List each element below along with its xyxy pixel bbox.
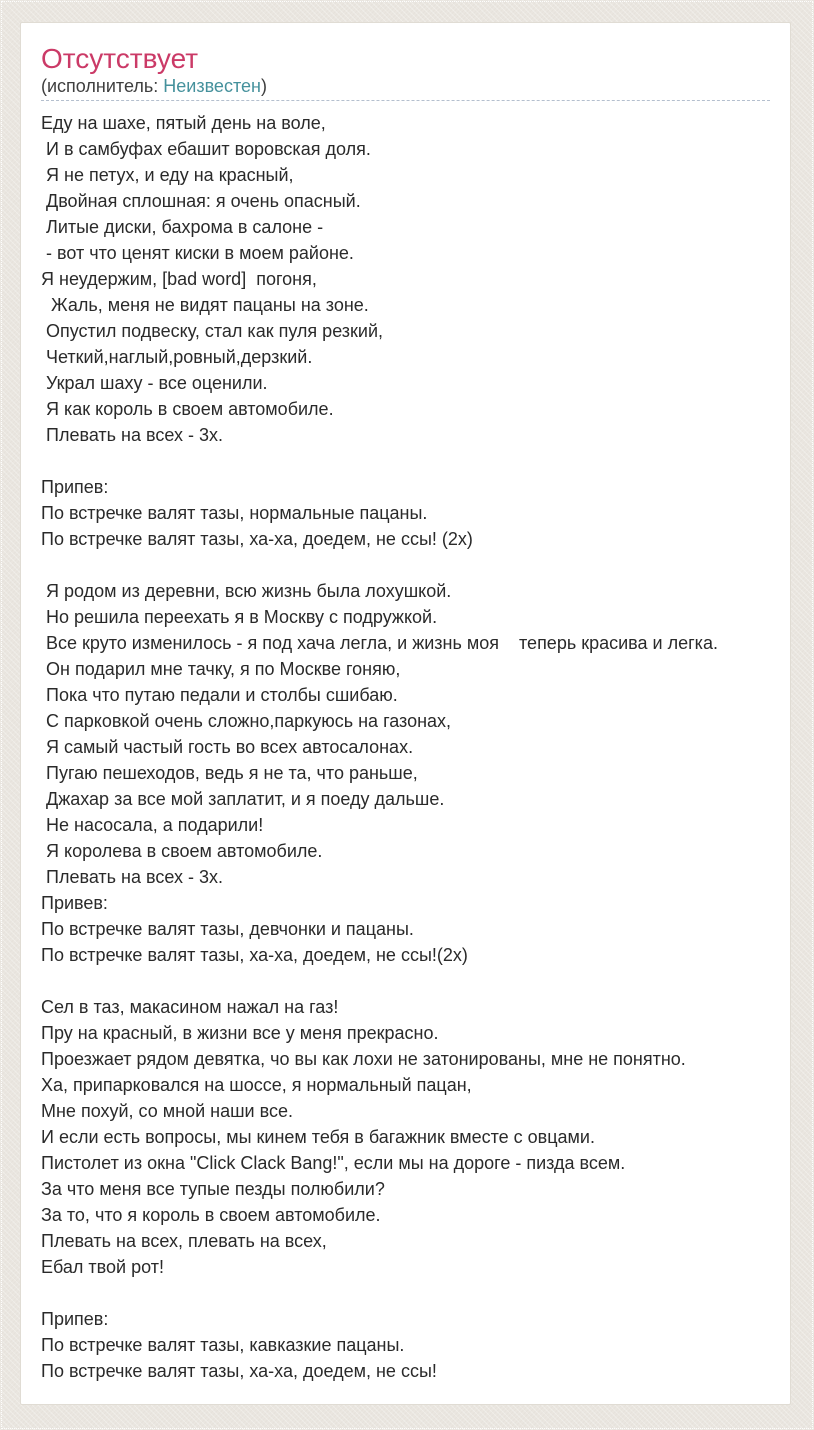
lyric-line: Ебал твой рот! <box>41 1257 164 1277</box>
lyric-line: Опустил подвеску, стал как пуля резкий, <box>41 321 384 341</box>
lyric-line: Я родом из деревни, всю жизнь была лохушкой. <box>41 581 452 601</box>
artist-line <box>41 75 770 97</box>
lyric-line: По встречке валят тазы, ха-ха, доедем, не ссы!(2х) <box>41 945 468 965</box>
lyric-line <box>41 1280 770 1306</box>
lyric-line: Я самый частый гость во всех автосалонах. <box>41 737 414 757</box>
lyric-line: Плевать на всех - 3х. <box>41 425 223 445</box>
lyric-line: Ха, припарковался на шоссе, я нормальный пацан, <box>41 1075 472 1095</box>
lyric-line: Он подарил мне тачку, я по Москве гоняю, <box>41 659 401 679</box>
lyric-line: Мне похуй, со мной наши все. <box>41 1101 293 1121</box>
lyric-line: Но решила переехать я в Москву с подружкой. <box>41 607 438 627</box>
lyric-line: Плевать на всех, плевать на всех, <box>41 1231 327 1251</box>
lyrics-card <box>20 22 791 1405</box>
artist-label: (исполнитель: <box>41 76 164 96</box>
lyric-line: Я не петух, и еду на красный, <box>41 165 294 185</box>
lyric-line: - вот что ценят киски в моем районе. <box>41 243 354 263</box>
lyric-line: И в самбуфах ебашит воровская доля. <box>41 139 371 159</box>
lyric-line: С парковкой очень сложно,паркуюсь на газонах, <box>41 711 452 731</box>
lyric-line: Украл шаху - все оценили. <box>41 373 268 393</box>
lyric-line: Припев: <box>41 1309 109 1329</box>
lyric-line: Жаль, меня не видят пацаны на зоне. <box>41 295 369 315</box>
lyric-line: За что меня все тупые пезды полюбили? <box>41 1179 385 1199</box>
lyric-line <box>41 552 770 578</box>
lyric-line: Я неудержим, [bad word] погоня, <box>41 269 317 289</box>
lyric-line: По встречке валят тазы, девчонки и пацаны. <box>41 919 414 939</box>
lyric-line <box>41 968 770 994</box>
lyric-line: Привев: <box>41 893 108 913</box>
lyric-line: Я королева в своем автомобиле. <box>41 841 323 861</box>
lyric-line: Пугаю пешеходов, ведь я не та, что раньше, <box>41 763 418 783</box>
lyric-line: Припев: <box>41 477 109 497</box>
lyric-line: По встречке валят тазы, ха-ха, доедем, не ссы! (2х) <box>41 529 473 549</box>
lyric-line: Все круто изменилось - я под хача легла, и жизнь моя теперь красива и легка. <box>41 633 718 653</box>
lyric-line: Я как король в своем автомобиле. <box>41 399 334 419</box>
lyric-line: По встречке валят тазы, нормальные пацаны. <box>41 503 428 523</box>
artist-label-close: ) <box>260 76 267 96</box>
lyric-line: Не насосала, а подарили! <box>41 815 264 835</box>
song-title: Отсутствует <box>41 43 199 74</box>
lyric-line: И если есть вопросы, мы кинем тебя в багажник вместе с овцами. <box>41 1127 595 1147</box>
lyric-line: Сел в таз, макасином нажал на газ! <box>41 997 339 1017</box>
lyric-line: Пру на красный, в жизни все у меня прекрасно. <box>41 1023 439 1043</box>
lyric-line: Двойная сплошная: я очень опасный. <box>41 191 361 211</box>
lyric-line: Еду на шахе, пятый день на воле, <box>41 113 326 133</box>
lyric-line: По встречке валят тазы, ха-ха, доедем, не ссы! <box>41 1361 437 1381</box>
lyrics-text <box>41 110 770 1384</box>
lyric-line: По встречке валят тазы, кавказкие пацаны. <box>41 1335 405 1355</box>
lyric-line: Литые диски, бахрома в салоне - <box>41 217 324 237</box>
artist-link[interactable]: Неизвестен <box>163 76 261 96</box>
lyric-line: За то, что я король в своем автомобиле. <box>41 1205 381 1225</box>
song-header <box>41 43 770 101</box>
lyric-line: Пока что путаю педали и столбы сшибаю. <box>41 685 398 705</box>
lyric-line: Плевать на всех - 3х. <box>41 867 223 887</box>
lyric-line: Джахар за все мой заплатит, и я поеду дальше. <box>41 789 445 809</box>
lyric-line: Пистолет из окна "Click Clack Bang!", если мы на дороге - пизда всем. <box>41 1153 626 1173</box>
lyric-line: Проезжает рядом девятка, чо вы как лохи не затонированы, мне не понятно. <box>41 1049 686 1069</box>
lyric-line <box>41 448 770 474</box>
lyric-line: Четкий,наглый,ровный,дерзкий. <box>41 347 313 367</box>
